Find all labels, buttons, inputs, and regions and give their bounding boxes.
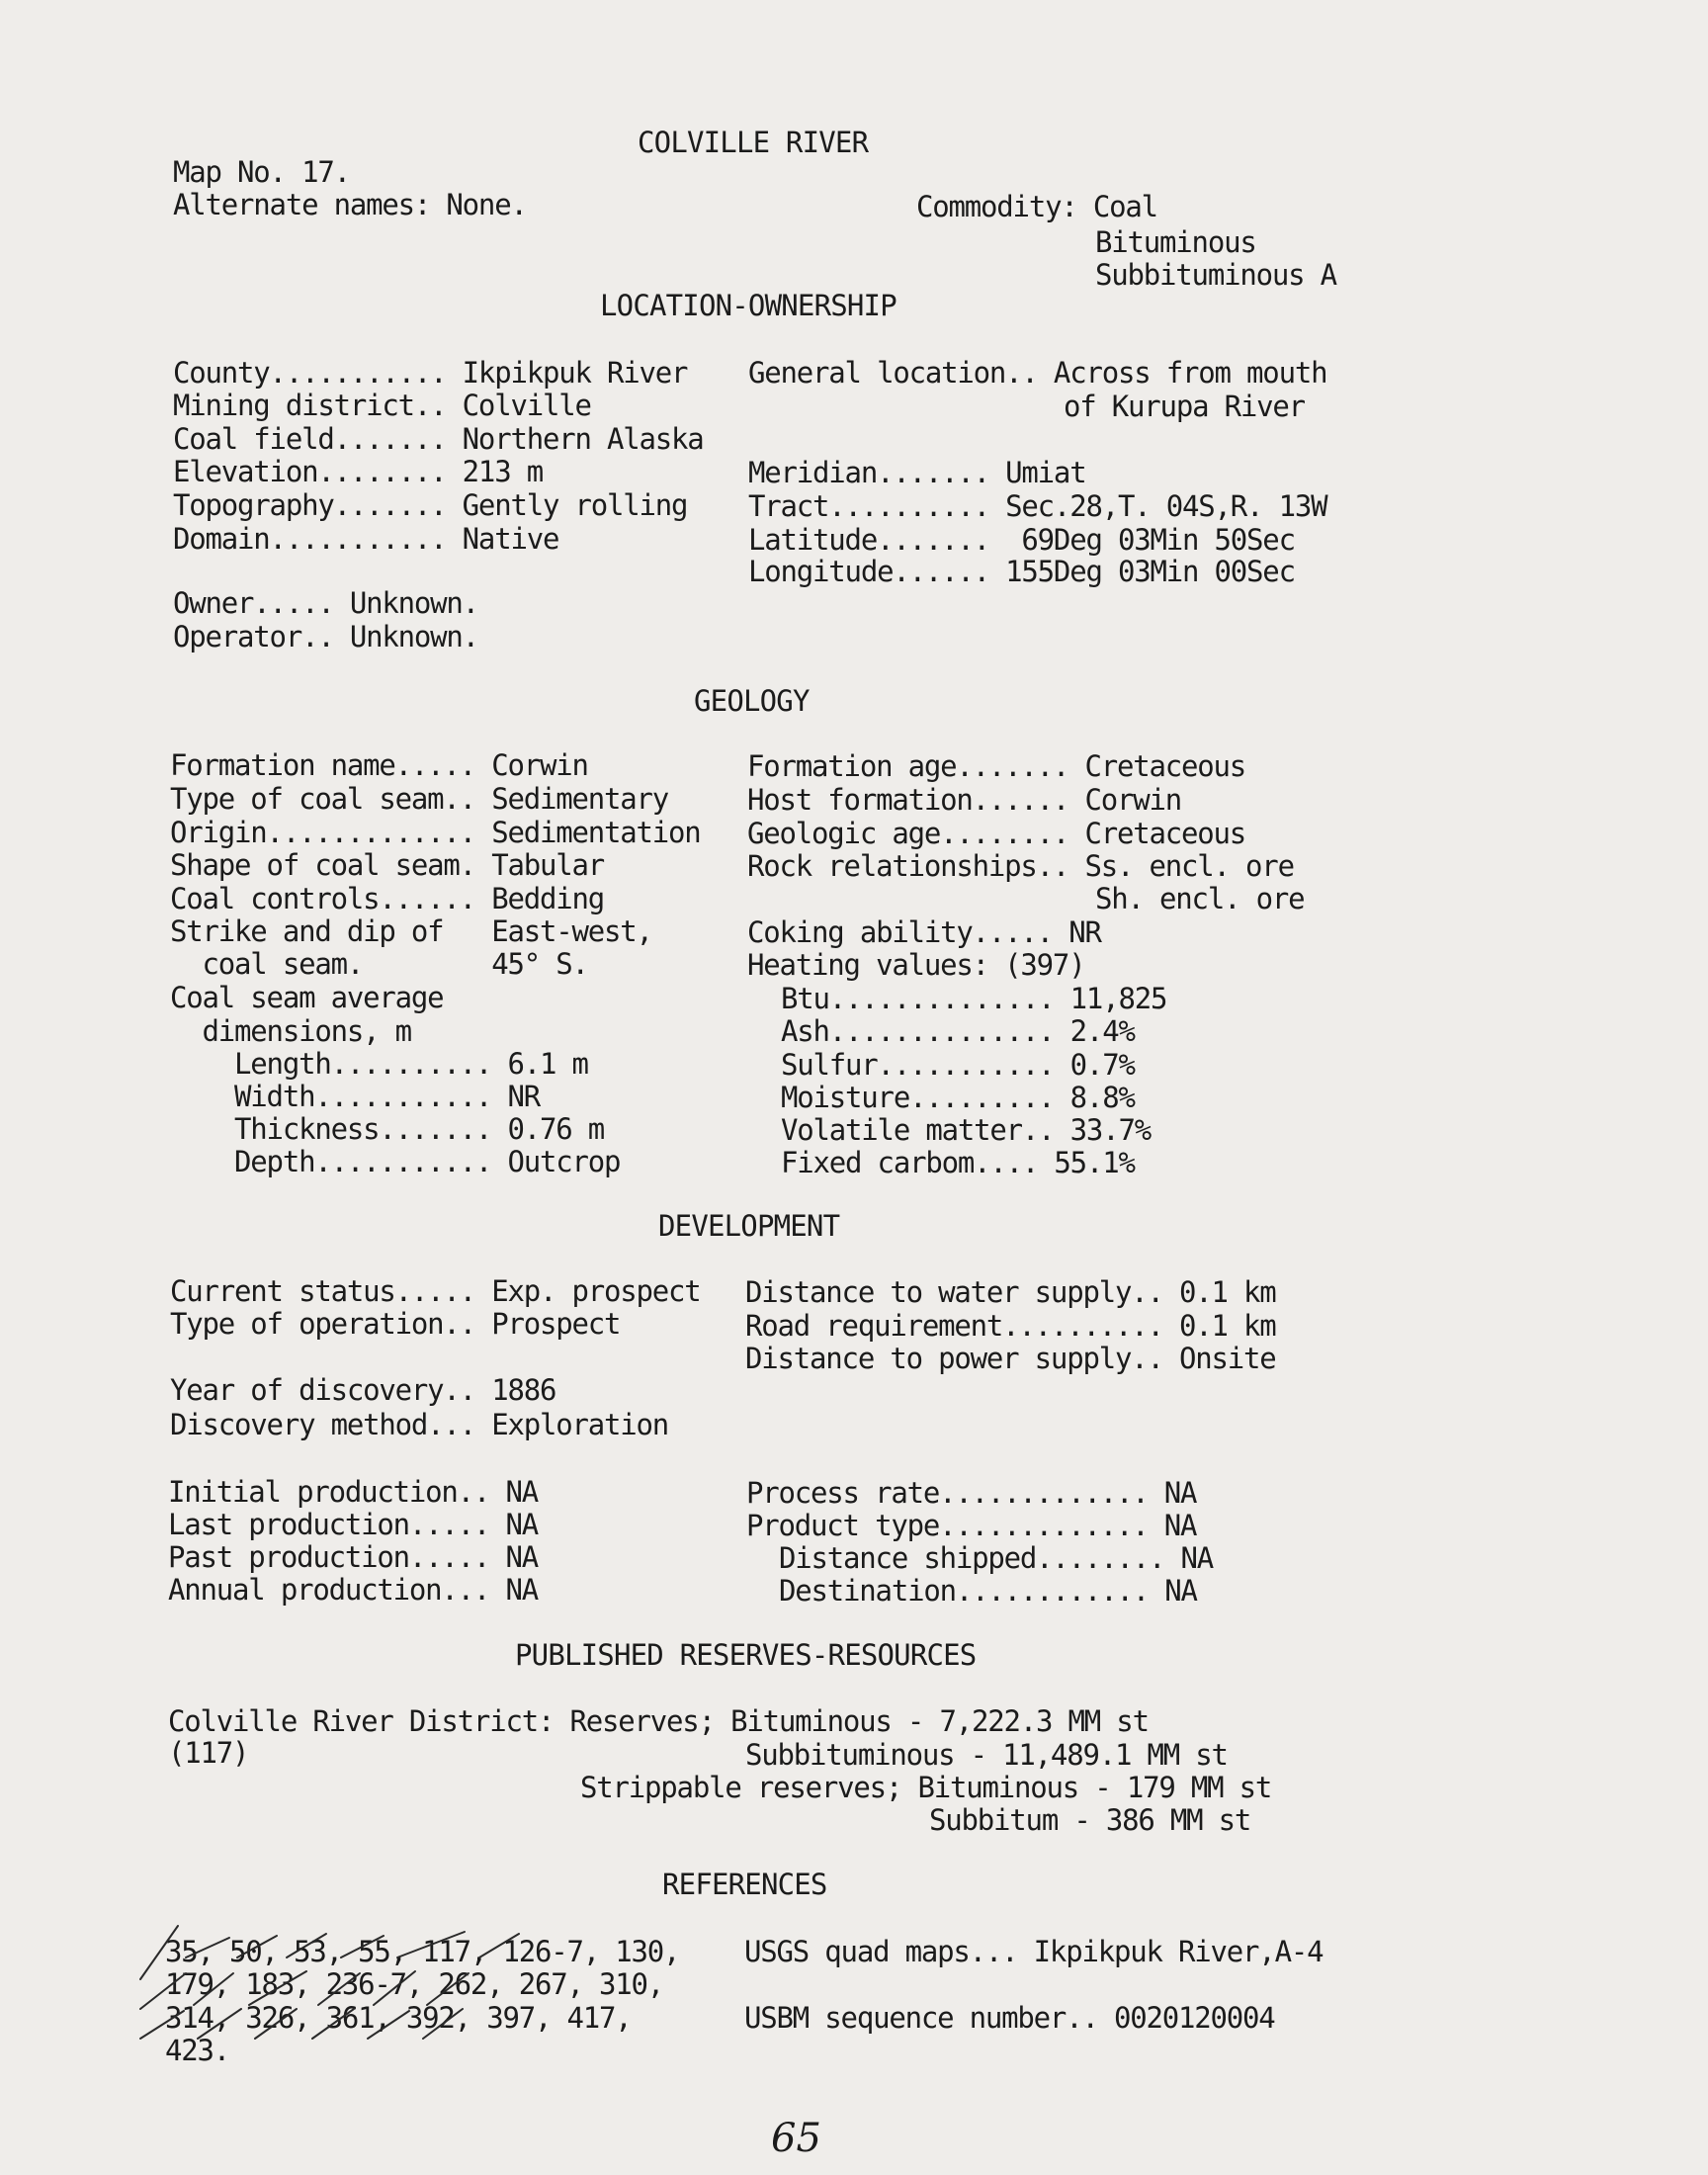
location-elevation: Elevation........ 213 m [173, 455, 543, 488]
production-annual: Annual production... NA [168, 1573, 538, 1607]
geology-btu: Btu.............. 11,825 [781, 982, 1167, 1015]
development-discovery-year: Year of discovery.. 1886 [170, 1373, 556, 1407]
geology-coal-controls: Coal controls...... Bedding [170, 882, 605, 915]
section-heading-location: LOCATION-OWNERSHIP [600, 289, 897, 322]
location-general-cont: of Kurupa River [1064, 390, 1305, 423]
geology-length: Length.......... 6.1 m [170, 1047, 588, 1081]
page-title: COLVILLE RIVER [638, 126, 869, 159]
geology-coking-ability: Coking ability..... NR [747, 915, 1101, 949]
geology-rock-relationships: Rock relationships.. Ss. encl. ore [747, 849, 1294, 883]
geology-ash: Ash.............. 2.4% [781, 1014, 1135, 1048]
location-latitude: Latitude....... 69Deg 03Min 50Sec [748, 523, 1295, 557]
commodity-label: Commodity: Coal [916, 190, 1157, 223]
location-meridian: Meridian....... Umiat [748, 456, 1086, 489]
location-county: County........... Ikpikpuk River [173, 356, 688, 390]
production-product-type: Product type............. NA [746, 1509, 1197, 1542]
reserves-line-1: Colville River District: Reserves; Bituminous - 7,222.3 MM st [168, 1704, 1149, 1738]
section-heading-development: DEVELOPMENT [658, 1209, 840, 1243]
location-tract: Tract.......... Sec.28,T. 04S,R. 13W [748, 489, 1327, 523]
geology-heating-values: Heating values: (397) [747, 948, 1085, 982]
location-domain: Domain........... Native [173, 522, 559, 556]
location-mining-district: Mining district.. Colville [173, 389, 591, 422]
alternate-names: Alternate names: None. [173, 188, 527, 221]
handwritten-strikethroughs [138, 1918, 702, 2056]
geology-seam-type: Type of coal seam.. Sedimentary [170, 782, 669, 816]
geology-volatile-matter: Volatile matter.. 33.7% [781, 1113, 1151, 1147]
references-usgs-quad-maps: USGS quad maps... Ikpikpuk River,A-4 [744, 1935, 1324, 1968]
location-coal-field: Coal field....... Northern Alaska [173, 422, 704, 456]
geology-thickness: Thickness....... 0.76 m [170, 1112, 605, 1146]
development-current-status: Current status..... Exp. prospect [170, 1274, 701, 1308]
production-destination: Destination............ NA [779, 1574, 1197, 1608]
commodity-type-2: Subbituminous A [1095, 258, 1336, 292]
geology-strike-dip: Strike and dip of East-west, [170, 914, 652, 948]
geology-host-formation: Host formation...... Corwin [747, 783, 1182, 817]
geology-moisture: Moisture......... 8.8% [781, 1081, 1135, 1114]
references-line-4: 423. [165, 2034, 230, 2067]
geology-width: Width........... NR [170, 1080, 540, 1113]
section-heading-geology: GEOLOGY [694, 684, 810, 718]
production-distance-shipped: Distance shipped........ NA [779, 1541, 1214, 1575]
reserves-line-3: Subbituminous - 11,489.1 MM st [745, 1738, 1228, 1772]
handwritten-page-number: 65 [771, 2116, 821, 2161]
development-operation-type: Type of operation.. Prospect [170, 1307, 621, 1341]
section-heading-reserves: PUBLISHED RESERVES-RESOURCES [515, 1638, 977, 1672]
location-longitude: Longitude...... 155Deg 03Min 00Sec [748, 555, 1295, 588]
section-heading-references: REFERENCES [662, 1868, 827, 1901]
development-discovery-method: Discovery method... Exploration [170, 1408, 669, 1441]
production-last: Last production..... NA [168, 1508, 538, 1541]
geology-seam-average: Coal seam average [170, 981, 444, 1014]
geology-dimensions: dimensions, m [170, 1014, 411, 1048]
development-power-distance: Distance to power supply.. Onsite [745, 1342, 1276, 1375]
map-number: Map No. 17. [173, 155, 350, 189]
geology-seam-shape: Shape of coal seam. Tabular [170, 848, 605, 882]
references-line-2: 179, 183, 236-7, 262, 267, 310, [165, 1967, 664, 2001]
development-water-distance: Distance to water supply.. 0.1 km [745, 1275, 1276, 1309]
production-process-rate: Process rate............. NA [746, 1476, 1197, 1510]
geology-origin: Origin............. Sedimentation [170, 816, 701, 849]
references-line-3: 314, 326, 361, 392, 397, 417, [165, 2001, 632, 2035]
references-line-1: 35, 50, 53, 55, 117, 126-7, 130, [165, 1935, 680, 1968]
operator: Operator.. Unknown. [173, 620, 478, 653]
production-past: Past production..... NA [168, 1540, 538, 1574]
development-road-requirement: Road requirement.......... 0.1 km [745, 1309, 1276, 1343]
geology-fixed-carbon: Fixed carbom.... 55.1% [781, 1146, 1135, 1179]
commodity-type-1: Bituminous [1095, 225, 1256, 259]
owner: Owner..... Unknown. [173, 586, 478, 620]
geology-rock-relationships-cont: Sh. encl. ore [1095, 882, 1305, 915]
reserves-line-2: (117) [168, 1736, 249, 1770]
geology-strike-dip-cont: coal seam. 45° S. [170, 947, 588, 981]
production-initial: Initial production.. NA [168, 1475, 538, 1509]
geology-formation-age: Formation age....... Cretaceous [747, 749, 1246, 783]
geology-geologic-age: Geologic age........ Cretaceous [747, 817, 1246, 850]
geology-sulfur: Sulfur........... 0.7% [781, 1048, 1135, 1082]
reserves-line-5: Subbitum - 386 MM st [929, 1803, 1251, 1837]
location-topography: Topography....... Gently rolling [173, 488, 688, 522]
location-general: General location.. Across from mouth [748, 356, 1327, 390]
reserves-line-4: Strippable reserves; Bituminous - 179 MM st [580, 1771, 1272, 1804]
geology-formation-name: Formation name..... Corwin [170, 748, 588, 782]
references-usbm-sequence: USBM sequence number.. 0020120004 [744, 2001, 1275, 2035]
geology-depth: Depth........... Outcrop [170, 1145, 621, 1178]
